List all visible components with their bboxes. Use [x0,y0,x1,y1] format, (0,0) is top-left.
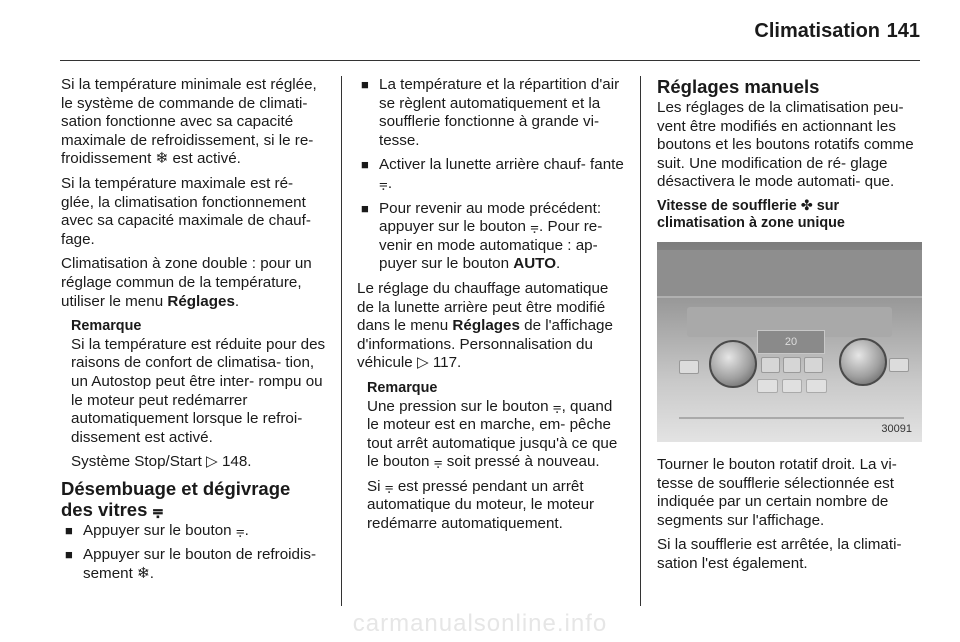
panel-side-button [889,358,909,372]
panel-button-row [757,379,827,393]
header-rule [60,60,920,61]
note-body: Une pression sur le bouton ⩦, quand le moteur est en marche, em- pêche tout arrêt automatique jusqu'à ce que le bouton ⩦ soit pressé à nouveau. [367,397,618,471]
paragraph: Si la température minimale est réglée, le système de commande de climati- sation fonctionne avec sa capacité maximale de refroidissement, si le re- froidissement ❄ est activé. [61,76,317,168]
bullet-list [61,522,326,584]
text-span: de l'affichage d'informations. Personnalisation du véhicule ▷ 117. [357,317,613,372]
bullet-list [357,76,625,274]
column-1 [61,76,326,590]
paragraph: Si la soufflerie est arrêtée, la climati- sation l'est également. [657,536,902,572]
note-heading: Remarque [367,379,438,396]
paragraph: Les réglages de la climatisation peu- vent être modifiés en actionnant les boutons et les boutons rotatifs comme suit. Une modification de ré- glage désactivera le mode automati- que. [657,99,914,191]
paragraph: Tourner le bouton rotatif droit. La vi- tesse de soufflerie sélectionnée est indiquée par un certain nombre de segments sur l'affichage. [657,455,897,529]
note-body: Si ⩦ est pressé pendant un arrêt automatique du moteur, le moteur redémarre automatiquement. [367,477,595,533]
paragraph [61,255,326,311]
list-item-text: Pour revenir au mode précédent: appuyer sur le bouton ⩦. Pour re- venir en mode automatique : ap- puyer sur le bouton [379,199,603,273]
button-name: AUTO [513,255,557,273]
list-item-text: Appuyer sur le bouton de refroidis- sement ❄. [83,546,317,583]
list-item [357,76,625,150]
bullet-icon: ■ [361,77,369,92]
bullet-icon: ■ [361,200,369,216]
list-item-text: La température et la répartition d'air se règlent automatiquement et la soufflerie fonctionne à grande vi- tesse. [379,76,620,149]
text-span: . [234,292,240,310]
right-rotary-knob [839,338,887,386]
note-box [357,379,625,534]
column-2 [357,76,625,540]
menu-name: Réglages [452,317,520,335]
note-heading: Remarque [71,318,142,335]
list-item [357,156,625,193]
list-item [61,522,326,541]
column-divider [640,76,641,606]
page-title: Climatisation [754,20,880,42]
left-rotary-knob [709,340,757,388]
section-heading: Désembuage et dégivrage des vitres ⩦ [61,477,291,520]
page-number: 141 [886,20,920,42]
subsection-heading: Vitesse de soufflerie ✤ sur climatisation à zone unique [657,197,845,231]
figure-number: 30091 [881,423,912,436]
menu-name: Réglages [167,292,235,310]
panel-button-row [761,357,823,373]
list-item-text: Activer la lunette arrière chauf- fante ⩦. [379,156,624,192]
bullet-icon: ■ [65,522,73,538]
paragraph [357,280,625,373]
panel-shelf [679,417,904,433]
column-3 [657,76,923,580]
text-span: Le réglage du chauffage automatique de la lunette arrière peut être modifié dans le menu [357,279,609,335]
bullet-icon: ■ [361,157,369,173]
text-span: . [556,255,561,273]
watermark: carmanualsonline.info [352,610,608,637]
paragraph: Si la température maximale est ré- glée, la climatisation fonctionnement avec sa capacité maximale de chauf- fage. [61,174,311,248]
text-span: Climatisation à zone double : pour un réglage commun de la température, utiliser le menu [61,255,312,310]
panel-top-section [657,250,922,298]
panel-display: 20 [757,330,825,354]
note-box [61,317,326,472]
list-item [61,546,326,583]
section-heading: Réglages manuels [657,76,820,97]
list-item-text: Appuyer sur le bouton ⩦. [83,521,249,539]
list-item [357,200,625,274]
climate-control-panel-photo [657,242,922,442]
note-reference: Système Stop/Start ▷ 148. [71,453,252,471]
column-divider [341,76,342,606]
note-body: Si la température est réduite pour des raisons de confort de climatisa- tion, un Autostop peut être inter- rompu ou le moteur peut redémarrer automatiquement lorsque le refroi- dissement est activé. [71,335,326,446]
bullet-icon: ■ [65,547,73,563]
panel-side-button [679,360,699,374]
